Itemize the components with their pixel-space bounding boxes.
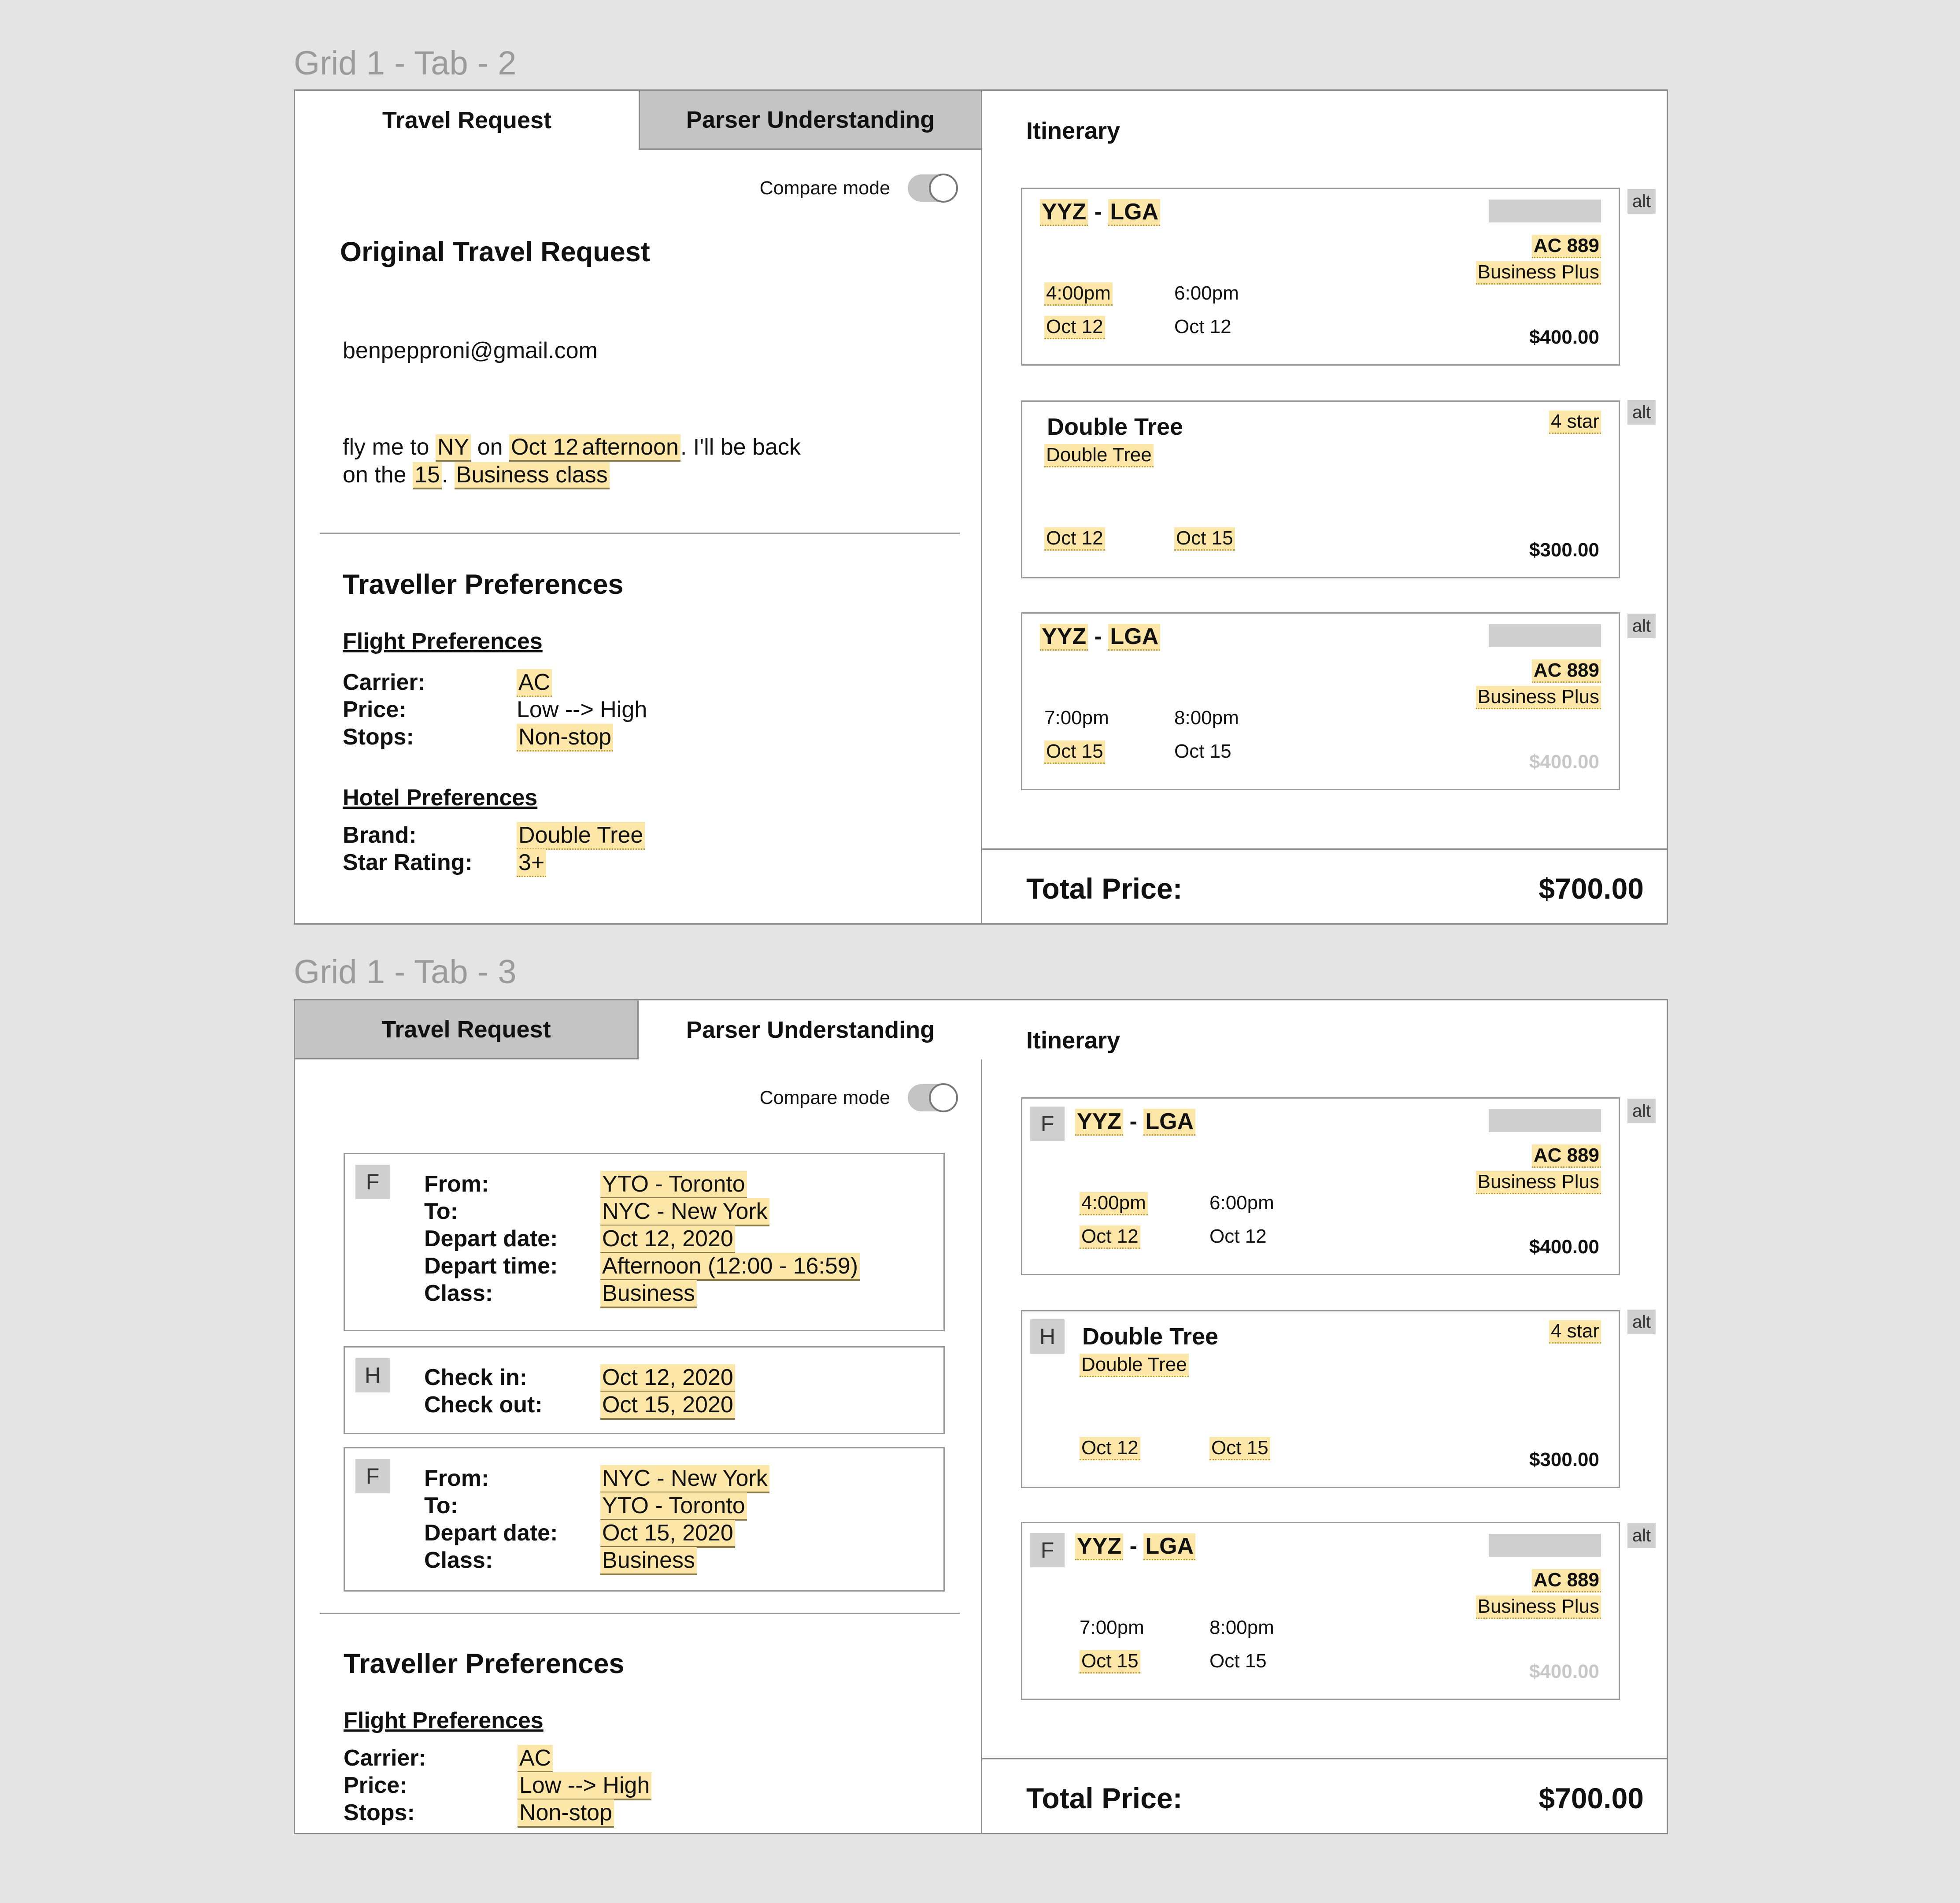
pref-value: Non-stop (518, 1799, 614, 1828)
route-destination: LGA (1108, 199, 1160, 226)
itinerary-panel (982, 1000, 1668, 1833)
msg-text: on the (343, 462, 407, 488)
parsed-value: NYC - New York (600, 1465, 769, 1493)
depart-date: Oct 12 (1044, 316, 1105, 339)
route-dash: - (1129, 1109, 1137, 1134)
route-dash: - (1129, 1533, 1137, 1559)
pref-value: 3+ (517, 849, 546, 877)
request-email: benpepproni@gmail.com (343, 338, 598, 363)
parsed-label: Depart date: (424, 1520, 558, 1546)
hotel-badge: H (355, 1358, 390, 1392)
total-price: $700.00 (1538, 872, 1644, 905)
request-panel (295, 91, 982, 923)
route-dash: - (1094, 624, 1102, 649)
total-label: Total Price: (1026, 872, 1183, 905)
itinerary-title: Itinerary (1026, 1027, 1121, 1054)
cabin-class: Business Plus (1476, 1171, 1601, 1194)
msg-text: fly me to (343, 434, 429, 460)
route-destination: LGA (1108, 624, 1160, 651)
pref-label: Price: (343, 697, 407, 722)
parsed-label: To: (424, 1199, 458, 1224)
check-in-date: Oct 12 (1080, 1437, 1140, 1460)
cabin-class: Business Plus (1476, 1596, 1601, 1619)
route (1075, 1533, 1195, 1559)
flight-card[interactable] (1021, 188, 1620, 366)
compare-mode-label: Compare mode (759, 1087, 890, 1108)
compare-mode-toggle[interactable] (908, 1084, 957, 1111)
flight-card[interactable] (1021, 612, 1620, 790)
arrive-date: Oct 15 (1209, 1650, 1267, 1672)
route-destination: LGA (1143, 1533, 1195, 1560)
check-out-date: Oct 15 (1209, 1437, 1270, 1460)
parsed-value: Afternoon (12:00 - 16:59) (600, 1253, 860, 1281)
total-label: Total Price: (1026, 1782, 1183, 1814)
tab-parser-understanding[interactable]: Parser Understanding (639, 91, 982, 150)
msg-text: on (477, 434, 503, 460)
parsed-value: Business (600, 1280, 697, 1308)
arrive-time: 6:00pm (1209, 1192, 1274, 1214)
flight-price: $400.00 (1529, 751, 1599, 773)
total-price: $700.00 (1538, 1782, 1644, 1814)
parsed-value: YTO - Toronto (600, 1171, 747, 1199)
frame-tab-3 (294, 999, 1668, 1834)
pref-label: Stops: (343, 724, 414, 750)
itinerary-title: Itinerary (1026, 118, 1121, 144)
flight-badge: F (355, 1459, 390, 1493)
tab-travel-request[interactable]: Travel Request (295, 1000, 639, 1059)
msg-entity-class: Business class (455, 462, 610, 489)
depart-date: Oct 15 (1044, 740, 1105, 764)
flight-number: AC 889 (1532, 1569, 1601, 1592)
airline-logo-placeholder (1489, 1109, 1601, 1132)
pref-value: Non-stop (517, 724, 613, 752)
divider (320, 1613, 960, 1614)
msg-text: . (441, 462, 448, 488)
depart-date: Oct 15 (1080, 1650, 1140, 1673)
hotel-brand: Double Tree (1080, 1354, 1189, 1377)
hotel-name: Double Tree (1082, 1323, 1219, 1350)
arrive-date: Oct 15 (1174, 740, 1231, 762)
route-origin: YYZ (1040, 199, 1088, 226)
route-origin: YYZ (1075, 1109, 1123, 1136)
depart-time: 7:00pm (1080, 1617, 1144, 1638)
msg-text: . I'll be back (680, 434, 801, 460)
airline-logo-placeholder (1489, 624, 1601, 647)
airline-logo-placeholder (1489, 200, 1601, 222)
flight-card[interactable] (1021, 1522, 1620, 1700)
depart-date: Oct 12 (1080, 1225, 1140, 1249)
parsed-value: Oct 15, 2020 (600, 1520, 735, 1548)
total-bar (982, 848, 1668, 923)
flight-prefs-title: Flight Preferences (344, 1708, 544, 1733)
pref-value: AC (518, 1745, 553, 1773)
flight-price: $400.00 (1529, 1661, 1599, 1682)
parsed-label: Class: (424, 1548, 493, 1573)
parsed-value: NYC - New York (600, 1198, 769, 1226)
parsed-label: Check out: (424, 1392, 543, 1418)
route-dash: - (1094, 199, 1102, 225)
pref-label: Carrier: (343, 670, 425, 695)
hotel-name: Double Tree (1047, 414, 1183, 440)
itinerary-panel (982, 91, 1668, 923)
compare-mode (760, 1084, 957, 1111)
parsed-value: Business (600, 1547, 697, 1575)
arrive-date: Oct 12 (1209, 1225, 1267, 1247)
compare-mode (760, 174, 957, 202)
frame-title: Grid 1 - Tab - 3 (294, 953, 517, 991)
pref-label: Brand: (343, 822, 417, 848)
divider (320, 533, 960, 534)
hotel-prefs-title: Hotel Preferences (343, 785, 538, 811)
parsed-label: Check in: (424, 1365, 528, 1390)
cabin-class: Business Plus (1476, 261, 1601, 285)
parsed-value: Oct 15, 2020 (600, 1392, 735, 1420)
flight-badge: F (1030, 1533, 1065, 1567)
flight-price: $400.00 (1529, 326, 1599, 348)
compare-mode-toggle[interactable] (908, 174, 957, 202)
request-message (343, 433, 915, 489)
flight-badge: F (1030, 1107, 1065, 1141)
parsed-flight (344, 1447, 945, 1592)
msg-entity-time: afternoon (580, 434, 680, 462)
route-origin: YYZ (1040, 624, 1088, 651)
parsed-label: From: (424, 1171, 489, 1197)
flight-number: AC 889 (1532, 235, 1601, 258)
msg-entity-date: Oct 12 (509, 434, 580, 462)
alt-button[interactable]: alt (1627, 189, 1656, 214)
depart-time: 7:00pm (1044, 707, 1109, 729)
flight-price: $400.00 (1529, 1236, 1599, 1258)
route-origin: YYZ (1075, 1533, 1123, 1560)
route-destination: LGA (1143, 1109, 1195, 1136)
arrive-time: 8:00pm (1174, 707, 1239, 729)
compare-mode-label: Compare mode (759, 177, 890, 199)
alt-button[interactable]: alt (1627, 1310, 1656, 1334)
hotel-badge: H (1030, 1319, 1065, 1354)
depart-time: 4:00pm (1044, 282, 1113, 306)
check-in-date: Oct 12 (1044, 527, 1105, 551)
parsed-value: Oct 12, 2020 (600, 1364, 735, 1392)
frame-title: Grid 1 - Tab - 2 (294, 44, 517, 82)
alt-button[interactable]: alt (1627, 1099, 1656, 1123)
airline-logo-placeholder (1489, 1534, 1601, 1557)
prefs-title: Traveller Preferences (344, 1648, 625, 1679)
tab-travel-request[interactable]: Travel Request (295, 91, 639, 150)
tab-parser-understanding[interactable]: Parser Understanding (639, 1000, 982, 1059)
route (1075, 1108, 1195, 1135)
depart-time: 4:00pm (1080, 1192, 1148, 1215)
flight-number: AC 889 (1532, 1144, 1601, 1168)
parsed-label: From: (424, 1466, 489, 1491)
parsed-flight (344, 1153, 945, 1331)
alt-button[interactable]: alt (1627, 614, 1656, 638)
parsed-value: YTO - Toronto (600, 1492, 747, 1521)
hotel-card[interactable] (1021, 400, 1620, 578)
toggle-knob (929, 174, 958, 203)
route (1040, 623, 1160, 650)
pref-label: Carrier: (344, 1745, 426, 1771)
parser-panel (295, 1000, 982, 1833)
flight-prefs-title: Flight Preferences (343, 629, 543, 654)
parsed-hotel (344, 1346, 945, 1434)
msg-entity-return-date: 15 (413, 462, 442, 489)
parsed-label: Depart time: (424, 1253, 558, 1279)
request-heading: Original Travel Request (340, 237, 650, 267)
toggle-knob (929, 1083, 958, 1112)
prefs-title: Traveller Preferences (343, 569, 624, 600)
hotel-stars: 4 star (1549, 1320, 1601, 1344)
arrive-time: 8:00pm (1209, 1617, 1274, 1638)
pref-label: Stops: (344, 1800, 415, 1825)
arrive-time: 6:00pm (1174, 282, 1239, 304)
pref-label: Star Rating: (343, 850, 473, 875)
parsed-value: Oct 12, 2020 (600, 1225, 735, 1254)
pref-value: AC (517, 669, 552, 697)
route (1040, 199, 1160, 225)
flight-card[interactable] (1021, 1097, 1620, 1275)
parsed-label: Depart date: (424, 1226, 558, 1251)
hotel-stars: 4 star (1549, 411, 1601, 434)
pref-value: Low --> High (517, 697, 647, 722)
hotel-card[interactable] (1021, 1310, 1620, 1488)
check-out-date: Oct 15 (1174, 527, 1235, 551)
hotel-brand: Double Tree (1044, 444, 1154, 467)
hotel-price: $300.00 (1529, 539, 1599, 561)
cabin-class: Business Plus (1476, 686, 1601, 709)
hotel-price: $300.00 (1529, 1449, 1599, 1470)
parsed-label: Class: (424, 1281, 493, 1306)
total-bar (982, 1758, 1668, 1833)
parsed-label: To: (424, 1493, 458, 1518)
pref-label: Price: (344, 1773, 407, 1798)
frame-tab-2 (294, 89, 1668, 925)
pref-value: Double Tree (517, 822, 645, 850)
flight-number: AC 889 (1532, 659, 1601, 683)
arrive-date: Oct 12 (1174, 316, 1231, 337)
alt-button[interactable]: alt (1627, 400, 1656, 425)
msg-entity-destination: NY (436, 434, 471, 462)
pref-value: Low --> High (518, 1772, 651, 1800)
flight-badge: F (355, 1165, 390, 1199)
alt-button[interactable]: alt (1627, 1523, 1656, 1548)
